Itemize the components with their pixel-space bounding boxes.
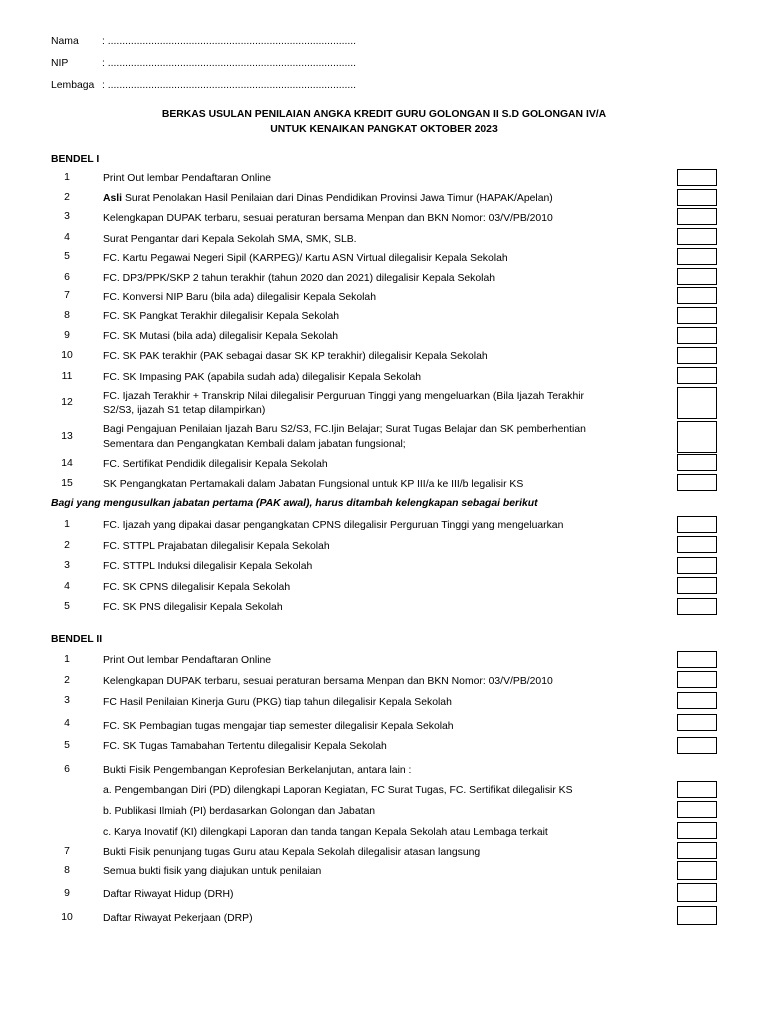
checkbox[interactable] xyxy=(677,347,717,364)
item-text: Daftar Riwayat Pekerjaan (DRP) xyxy=(103,913,253,924)
item-bold-prefix: Asli xyxy=(103,193,123,204)
item-text: FC. SK Pangkat Terakhir dilegalisir Kepala Sekolah xyxy=(103,311,340,322)
item-number: 13 xyxy=(61,431,73,442)
item-number: 12 xyxy=(61,397,73,408)
item-text: FC. STTPL Prajabatan dilegalisir Kepala Sekolah xyxy=(103,541,330,552)
item-text: Bagi Pengajuan Penilaian Ijazah Baru S2/S3, FC.Ijin Belajar; Surat Tugas Belajar dan SK pemberhentian xyxy=(103,424,586,435)
item-text: FC. SK Tugas Tamabahan Tertentu dilegalisir Kepala Sekolah xyxy=(103,741,387,752)
checkbox[interactable] xyxy=(677,842,717,859)
pak-awal-note: Bagi yang mengusulkan jabatan pertama (PAK awal), harus ditambah kelengkapan sebagai berikut xyxy=(51,498,538,509)
item-text: Print Out lembar Pendaftaran Online xyxy=(103,173,272,184)
item-number: 10 xyxy=(61,350,73,361)
item-text-continued: S2/S3, ijazah S1 tetap dilampirkan) xyxy=(103,405,266,416)
item-text-rest: Surat Penolakan Hasil Penilaian dari Dinas Pendidikan Provinsi Jawa Timur (HAPAK/Apelan) xyxy=(122,193,553,204)
checkbox[interactable] xyxy=(677,421,717,453)
item-text xyxy=(103,192,553,205)
item-text: FC. SK Mutasi (bila ada) dilegalisir Kepala Sekolah xyxy=(103,331,339,342)
item-text: Print Out lembar Pendaftaran Online xyxy=(103,655,272,666)
checkbox[interactable] xyxy=(677,536,717,553)
checkbox[interactable] xyxy=(677,714,717,731)
checkbox[interactable] xyxy=(677,474,717,491)
item-number: 9 xyxy=(64,888,70,899)
field-value-nip: : ...................................................................................... xyxy=(102,58,357,69)
item-number: 7 xyxy=(64,290,70,301)
item-number: 2 xyxy=(64,675,70,686)
item-number: 4 xyxy=(64,581,70,592)
item-text-continued: Sementara dan Pengangkatan Kembali dalam jabatan fungsional; xyxy=(103,439,406,450)
section-heading-bendel-1: BENDEL I xyxy=(51,154,100,165)
checkbox[interactable] xyxy=(677,327,717,344)
item-number: 5 xyxy=(64,740,70,751)
checkbox[interactable] xyxy=(677,516,717,533)
item-number: 4 xyxy=(64,232,70,243)
item-number: 3 xyxy=(64,560,70,571)
item-text: Kelengkapan DUPAK terbaru, sesuai peraturan bersama Menpan dan BKN Nomor: 03/V/PB/2010 xyxy=(103,213,553,224)
checkbox[interactable] xyxy=(677,822,717,839)
checkbox[interactable] xyxy=(677,169,717,186)
checkbox[interactable] xyxy=(677,801,717,818)
item-text: FC. SK Impasing PAK (apabila sudah ada) dilegalisir Kepala Sekolah xyxy=(103,372,422,383)
field-value-nama: : ...................................................................................... xyxy=(102,36,357,47)
sub-item-text: a. Pengembangan Diri (PD) dilengkapi Laporan Kegiatan, FC Surat Tugas, FC. Sertifikat dilegalisir KS xyxy=(103,785,573,796)
item-number: 9 xyxy=(64,330,70,341)
checkbox[interactable] xyxy=(677,651,717,668)
document-subtitle: UNTUK KENAIKAN PANGKAT OKTOBER 2023 xyxy=(270,124,498,135)
item-number: 8 xyxy=(64,865,70,876)
item-text: FC. SK PNS dilegalisir Kepala Sekolah xyxy=(103,602,283,613)
checkbox[interactable] xyxy=(677,692,717,709)
item-text: Bukti Fisik penunjang tugas Guru atau Kepala Sekolah dilegalisir atasan langsung xyxy=(103,847,481,858)
checkbox[interactable] xyxy=(677,228,717,245)
field-label-nama: Nama xyxy=(51,36,79,47)
item-text: Daftar Riwayat Hidup (DRH) xyxy=(103,889,234,900)
item-number: 8 xyxy=(64,310,70,321)
item-number: 7 xyxy=(64,846,70,857)
checkbox[interactable] xyxy=(677,189,717,206)
item-text: Kelengkapan DUPAK terbaru, sesuai peraturan bersama Menpan dan BKN Nomor: 03/V/PB/2010 xyxy=(103,676,553,687)
checkbox[interactable] xyxy=(677,671,717,688)
checkbox[interactable] xyxy=(677,367,717,384)
item-text: FC. Ijazah yang dipakai dasar pengangkatan CPNS dilegalisir Perguruan Tinggi yang mengeluarkan xyxy=(103,520,564,531)
item-number: 14 xyxy=(61,458,73,469)
section-heading-bendel-2: BENDEL II xyxy=(51,634,103,645)
checkbox[interactable] xyxy=(677,557,717,574)
field-value-lembaga: : ...................................................................................... xyxy=(102,80,357,91)
item-number: 1 xyxy=(64,172,70,183)
checkbox[interactable] xyxy=(677,454,717,471)
item-number: 11 xyxy=(61,371,73,382)
item-number: 3 xyxy=(64,695,70,706)
checkbox[interactable] xyxy=(677,861,717,880)
item-text: FC. SK CPNS dilegalisir Kepala Sekolah xyxy=(103,582,291,593)
item-number: 15 xyxy=(61,478,73,489)
item-number: 2 xyxy=(64,192,70,203)
item-text: FC. SK PAK terakhir (PAK sebagai dasar SK KP terakhir) dilegalisir Kepala Sekolah xyxy=(103,351,488,362)
item-text: FC. Ijazah Terakhir + Transkrip Nilai dilegalisir Perguruan Tinggi yang mengeluarkan (Bila Ijazah Terakhir xyxy=(103,391,584,402)
checkbox[interactable] xyxy=(677,906,717,925)
item-text: FC. STTPL Induksi dilegalisir Kepala Sekolah xyxy=(103,561,313,572)
item-text: FC. Konversi NIP Baru (bila ada) dilegalisir Kepala Sekolah xyxy=(103,292,376,303)
item-number: 2 xyxy=(64,540,70,551)
item-text: FC. Kartu Pegawai Negeri Sipil (KARPEG)/ Kartu ASN Virtual dilegalisir Kepala Sekolah xyxy=(103,253,508,264)
checkbox[interactable] xyxy=(677,577,717,594)
item-number: 3 xyxy=(64,211,70,222)
item-text: SK Pengangkatan Pertamakali dalam Jabatan Fungsional untuk KP III/a ke III/b legalisir KS xyxy=(103,479,524,490)
item-number: 5 xyxy=(64,601,70,612)
document-title: BERKAS USULAN PENILAIAN ANGKA KREDIT GURU GOLONGAN II S.D GOLONGAN IV/A xyxy=(161,109,607,120)
item-text: Semua bukti fisik yang diajukan untuk penilaian xyxy=(103,866,322,877)
item-number: 4 xyxy=(64,718,70,729)
field-label-lembaga: Lembaga xyxy=(51,80,95,91)
item-text: Surat Pengantar dari Kepala Sekolah SMA, SMK, SLB. xyxy=(103,234,357,245)
item-number: 1 xyxy=(64,519,70,530)
checkbox[interactable] xyxy=(677,208,717,225)
field-label-nip: NIP xyxy=(51,58,69,69)
checkbox[interactable] xyxy=(677,737,717,754)
item-text: FC. Sertifikat Pendidik dilegalisir Kepala Sekolah xyxy=(103,459,328,470)
sub-item-text: b. Publikasi Ilmiah (PI) berdasarkan Golongan dan Jabatan xyxy=(103,806,376,817)
checkbox[interactable] xyxy=(677,387,717,419)
checkbox[interactable] xyxy=(677,781,717,798)
item-number: 6 xyxy=(64,764,70,775)
item-number: 10 xyxy=(61,912,73,923)
checkbox[interactable] xyxy=(677,248,717,265)
checkbox[interactable] xyxy=(677,883,717,902)
checkbox[interactable] xyxy=(677,307,717,324)
item-text: FC Hasil Penilaian Kinerja Guru (PKG) tiap tahun dilegalisir Kepala Sekolah xyxy=(103,697,452,708)
item-number: 6 xyxy=(64,272,70,283)
sub-item-text: c. Karya Inovatif (KI) dilengkapi Laporan dan tanda tangan Kepala Sekolah atau Lembaga terkait xyxy=(103,827,548,838)
item-number: 1 xyxy=(64,654,70,665)
checkbox[interactable] xyxy=(677,268,717,285)
item-text: Bukti Fisik Pengembangan Keprofesian Berkelanjutan, antara lain : xyxy=(103,765,412,776)
item-text: FC. SK Pembagian tugas mengajar tiap semester dilegalisir Kepala Sekolah xyxy=(103,721,454,732)
item-number: 5 xyxy=(64,251,70,262)
checkbox[interactable] xyxy=(677,287,717,304)
item-text: FC. DP3/PPK/SKP 2 tahun terakhir (tahun 2020 dan 2021) dilegalisir Kepala Sekolah xyxy=(103,273,496,284)
checkbox[interactable] xyxy=(677,598,717,615)
